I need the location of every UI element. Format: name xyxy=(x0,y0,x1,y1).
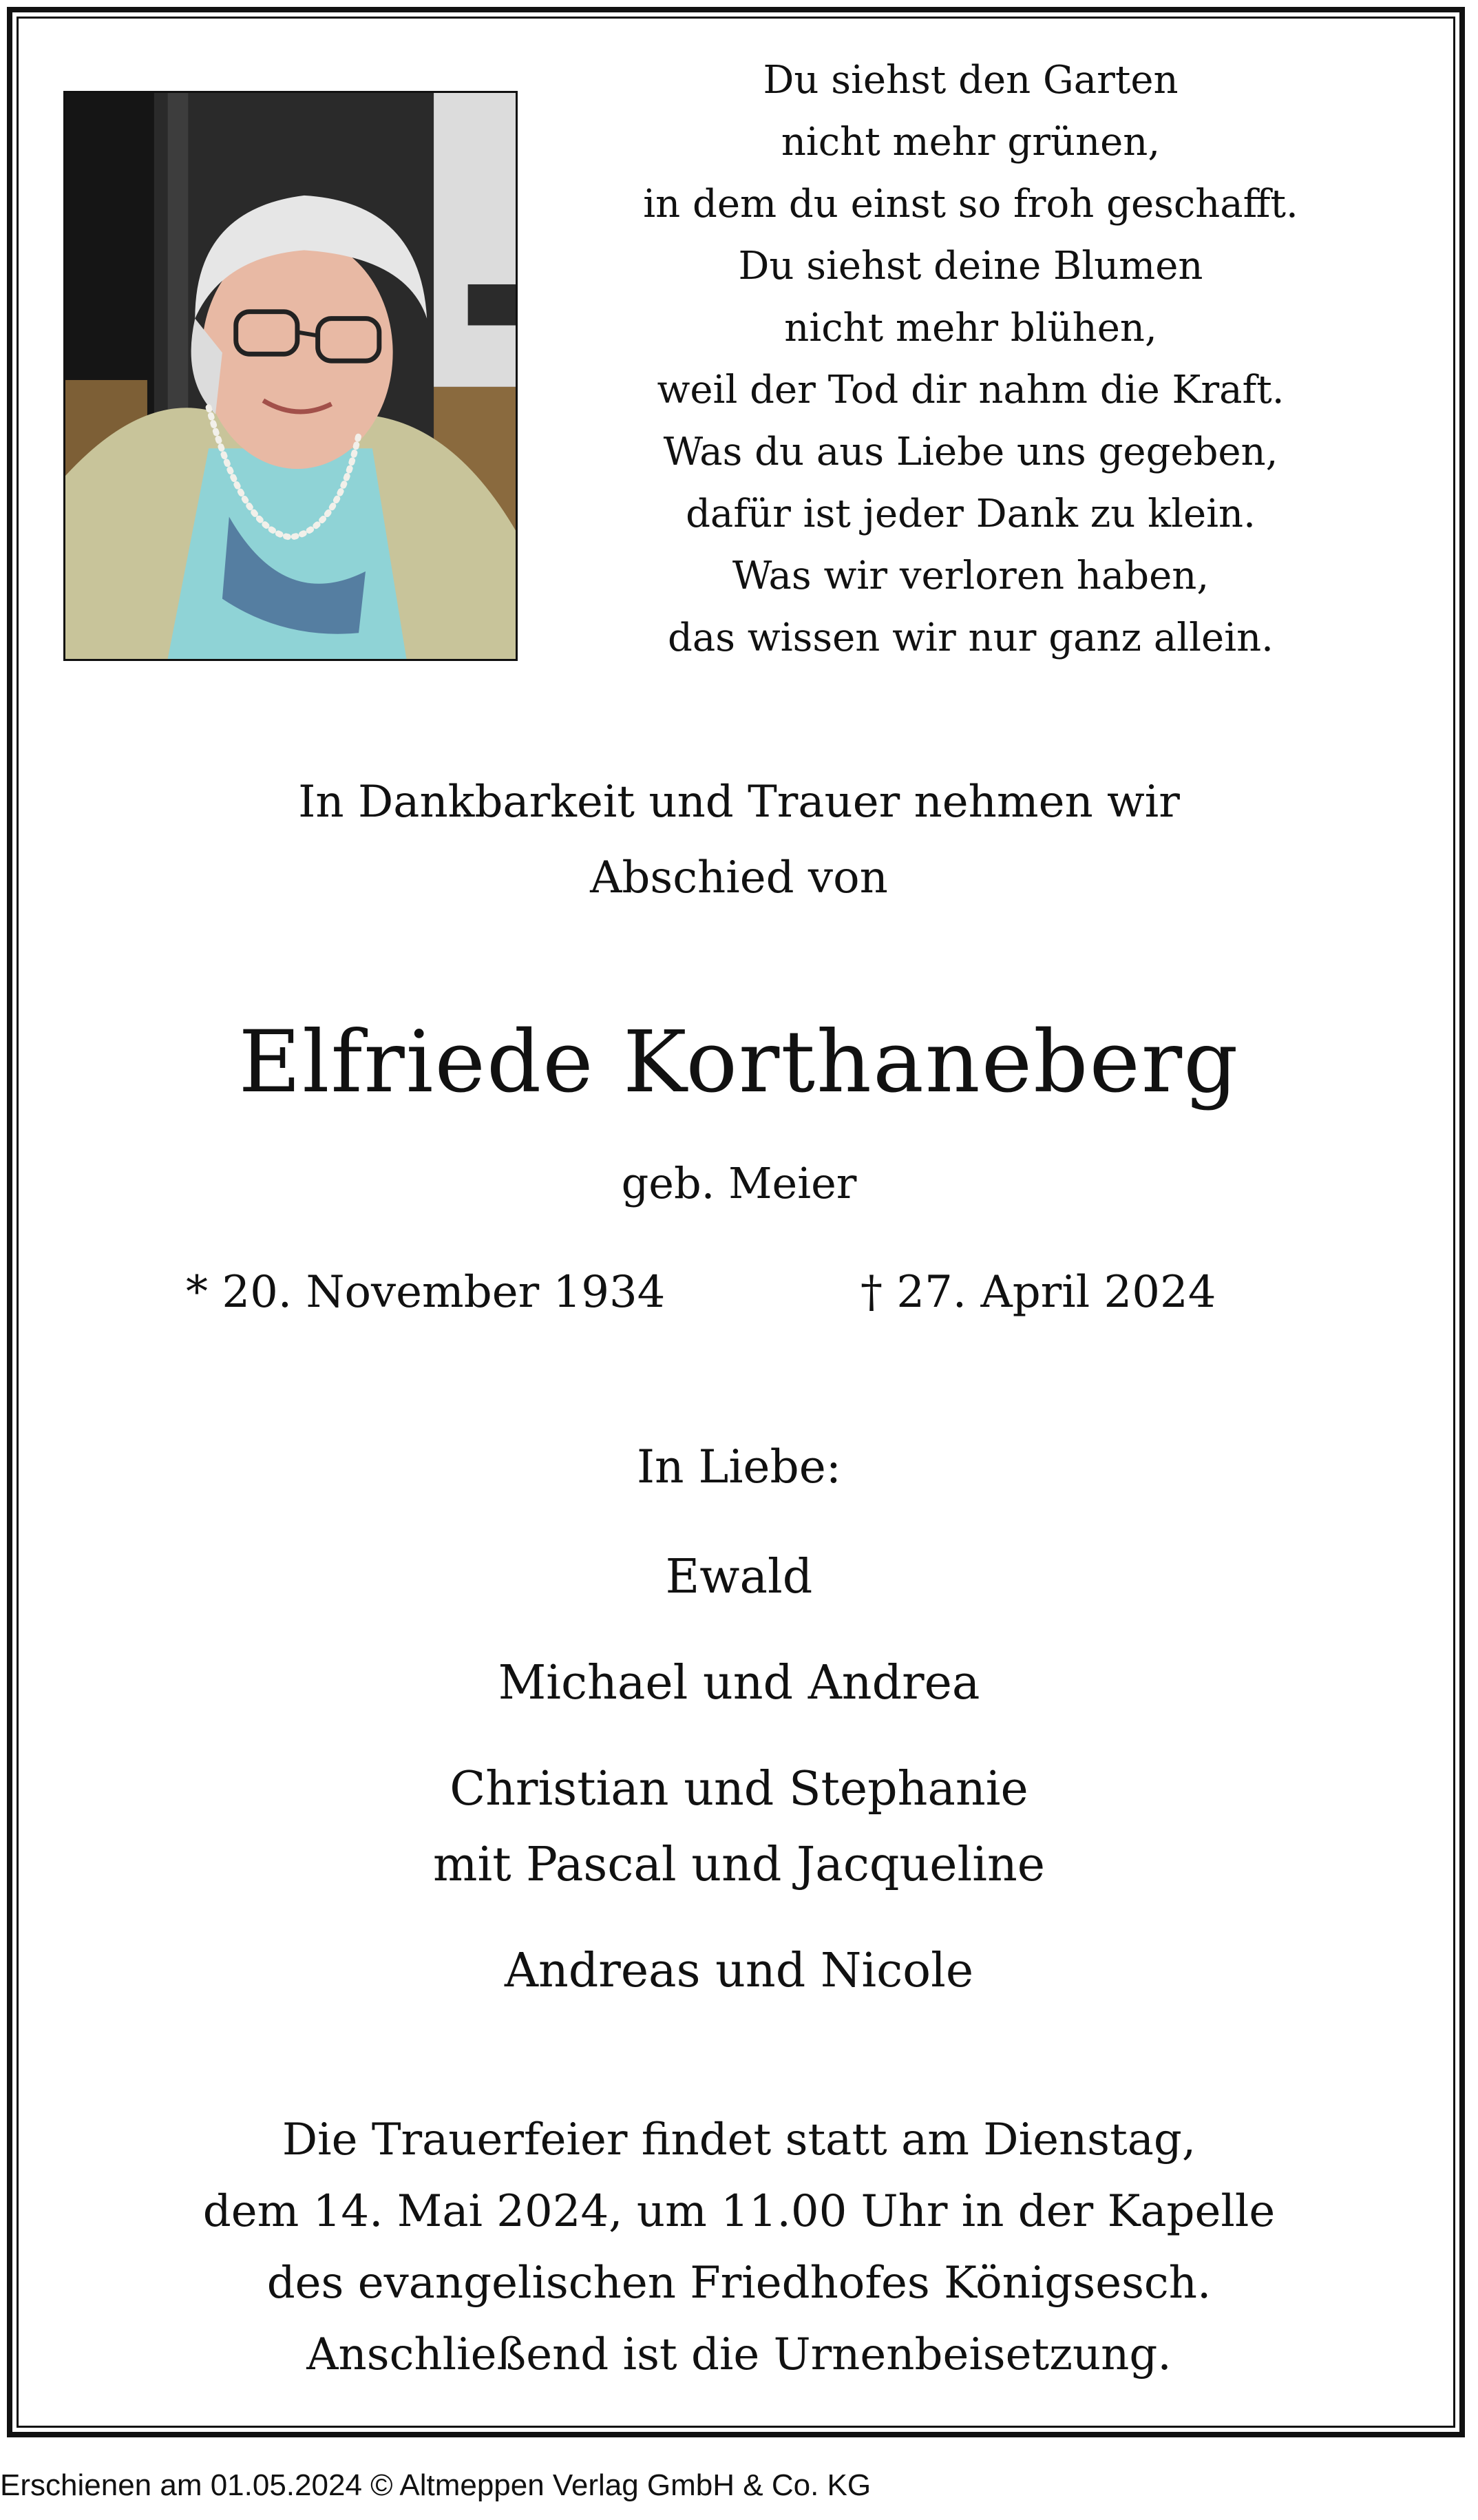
intro-line: In Dankbarkeit und Trauer nehmen wir xyxy=(298,777,1180,828)
service-line: Die Trauerfeier findet statt am Dienstag, xyxy=(282,2114,1196,2165)
mourners-list xyxy=(0,1540,1478,2009)
portrait-image xyxy=(65,93,516,659)
poem-line: Du siehst deine Blumen xyxy=(738,244,1203,288)
poem xyxy=(551,50,1391,669)
mourner-line: Andreas und Nicole xyxy=(504,1944,974,1998)
portrait-photo xyxy=(63,91,518,661)
poem-line: nicht mehr blühen, xyxy=(784,306,1157,350)
funeral-service-info xyxy=(0,2104,1478,2391)
poem-line: weil der Tod dir nahm die Kraft. xyxy=(657,368,1285,412)
intro-line: Abschied von xyxy=(590,852,888,903)
deceased-name: Elfriede Korthaneberg xyxy=(238,1013,1240,1112)
poem-line: Was du aus Liebe uns gegeben, xyxy=(663,430,1278,474)
poem-line: Was wir verloren haben, xyxy=(732,554,1210,598)
mourner-line: mit Pascal und Jacqueline xyxy=(432,1838,1045,1892)
maiden-name: geb. Meier xyxy=(621,1158,857,1208)
publication-footer: Erschienen am 01.05.2024 © Altmeppen Verlag GmbH & Co. KG xyxy=(0,2468,872,2502)
mourner-line: Christian und Stephanie xyxy=(450,1762,1028,1816)
poem-line: dafür ist jeder Dank zu klein. xyxy=(686,492,1256,536)
poem-line: Du siehst den Garten xyxy=(763,58,1179,103)
farewell-intro xyxy=(0,764,1478,916)
birth-date: * 20. November 1934 xyxy=(186,1267,666,1318)
service-line: Anschließend ist die Urnenbeisetzung. xyxy=(306,2329,1172,2380)
poem-line: nicht mehr grünen, xyxy=(781,120,1161,165)
death-date: † 27. April 2024 xyxy=(861,1267,1216,1318)
poem-line: in dem du einst so froh geschafft. xyxy=(643,182,1298,227)
mourner-line: Michael und Andrea xyxy=(498,1656,980,1710)
mourner-line: Ewald xyxy=(665,1550,813,1604)
poem-line: das wissen wir nur ganz allein. xyxy=(668,616,1274,660)
service-line: des evangelischen Friedhofes Königsesch. xyxy=(266,2258,1212,2309)
service-line: dem 14. Mai 2024, um 11.00 Uhr in der Kapelle xyxy=(202,2186,1276,2237)
mourners-heading: In Liebe: xyxy=(636,1440,842,1493)
